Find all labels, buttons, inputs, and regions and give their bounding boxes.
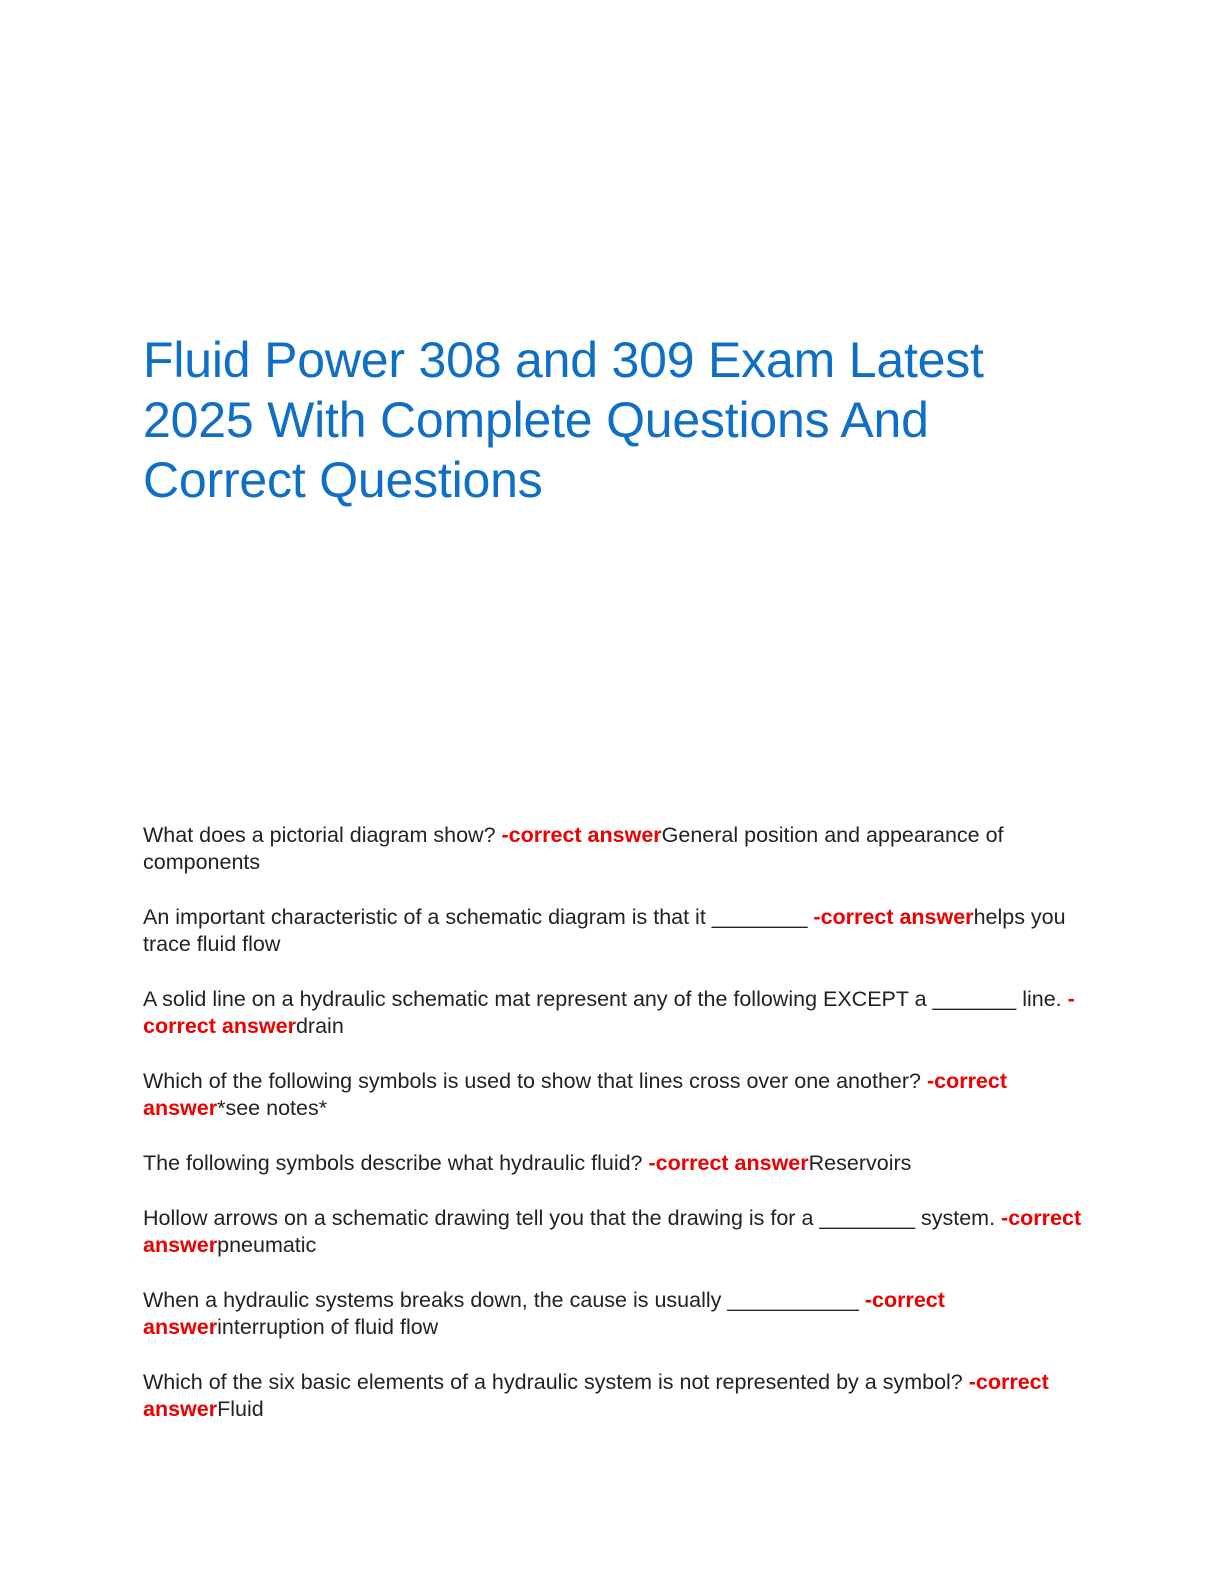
correct-answer-marker: -correct answer <box>143 1068 1008 1121</box>
question-text: The following symbols describe what hydraulic fluid? <box>143 1150 649 1175</box>
correct-answer-marker: -correct answer <box>143 986 1075 1039</box>
correct-answer-marker: -correct answer <box>143 1287 945 1339</box>
correct-answer-marker: -correct answer <box>648 1150 809 1175</box>
document-title: Fluid Power 308 and 309 Exam Latest 2025 With Complete Questions And Correct Questions <box>143 332 984 508</box>
question-item <box>143 1287 1083 1342</box>
question-item <box>143 1068 1083 1123</box>
correct-answer-marker: -correct answer <box>501 823 662 847</box>
question-item <box>143 1369 1083 1424</box>
question-item <box>143 986 1083 1041</box>
question-item <box>143 1150 1083 1177</box>
question-text: An important characteristic of a schematic diagram is that it ________ <box>143 904 814 929</box>
answer-text: Reservoirs <box>808 1150 912 1175</box>
correct-answer-marker: -correct answer <box>143 1369 1049 1421</box>
answer-text: interruption of fluid flow <box>217 1314 439 1339</box>
question-item <box>143 904 1083 959</box>
question-text: Which of the following symbols is used to show that lines cross over one another? <box>143 1068 927 1093</box>
question-item <box>143 822 1083 877</box>
answer-text: drain <box>295 1014 344 1039</box>
answer-text: General position and appearance of components <box>143 823 1004 875</box>
answer-text: helps you trace fluid flow <box>143 904 1066 957</box>
question-text: A solid line on a hydraulic schematic mat represent any of the following EXCEPT a _______ line. <box>143 986 1068 1011</box>
question-item <box>143 1205 1083 1260</box>
correct-answer-marker: -correct answer <box>143 1205 1082 1257</box>
question-list <box>143 822 1083 1451</box>
answer-text: Fluid <box>217 1396 264 1421</box>
answer-text: *see notes* <box>217 1096 328 1121</box>
correct-answer-marker: -correct answer <box>813 904 974 929</box>
question-text: When a hydraulic systems breaks down, the cause is usually ___________ <box>143 1287 865 1312</box>
question-text: What does a pictorial diagram show? <box>143 823 502 847</box>
question-text: Hollow arrows on a schematic drawing tell you that the drawing is for a ________ system. <box>143 1205 1002 1230</box>
question-text: Which of the six basic elements of a hydraulic system is not represented by a symbol? <box>143 1369 969 1394</box>
answer-text: pneumatic <box>217 1232 317 1257</box>
